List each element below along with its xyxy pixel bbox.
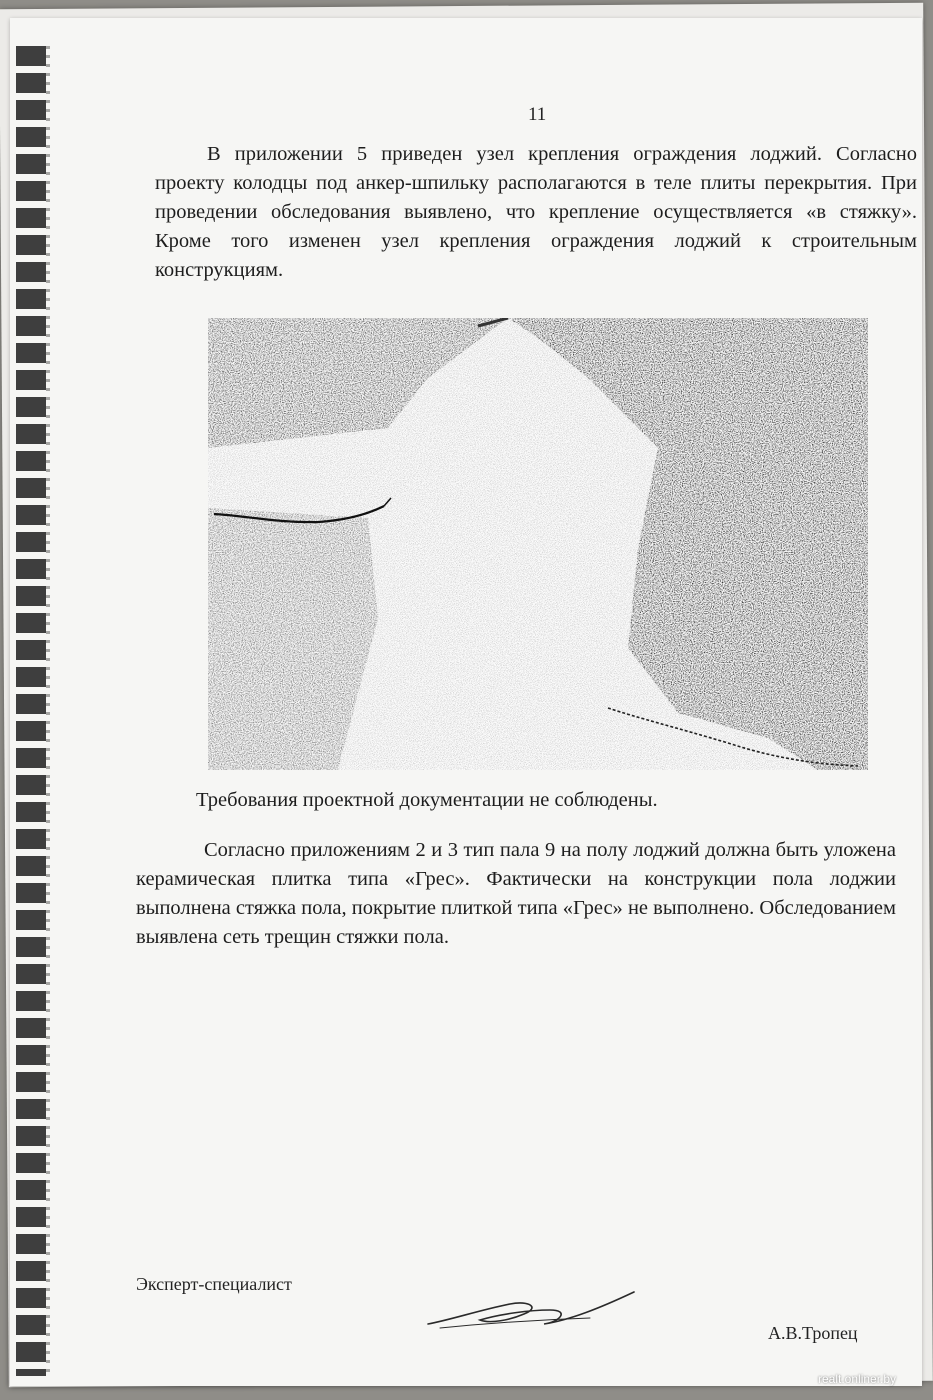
spiral-binding bbox=[16, 46, 46, 1376]
document-page bbox=[10, 18, 922, 1386]
page-number: 11 bbox=[528, 104, 547, 125]
paragraph-floor-tiles: Согласно приложениям 2 и 3 тип пала 9 на полу лоджий должна быть уложена керамическая плитка типа «Грес». Фактически на конструкции пола лоджии выполнена стяжка пола, покрытие плиткой типа «Грес» не выполнено. Обследованием выявлена сеть трещин стяжки пола. bbox=[136, 839, 896, 948]
paragraph-loggia-railing: В приложении 5 приведен узел крепления ограждения лоджий. Согласно проекту колодцы под анкер-шпильку располагаются в теле плиты перекрытия. При проведении обследования выявлено, что крепление осуществляется «в стяжку». Кроме того изменен узел крепления ограждения лоджий к строительным конструкциям. bbox=[155, 143, 917, 281]
signer-name: А.В.Тропец bbox=[768, 1323, 858, 1343]
photocopy-image-floor-crack bbox=[208, 318, 868, 770]
signature bbox=[420, 1280, 640, 1346]
binding-edge bbox=[46, 46, 50, 1376]
paragraph-requirements-not-met: Требования проектной документации не соблюдены. bbox=[196, 789, 658, 811]
watermark: realt.onliner.by bbox=[818, 1372, 897, 1386]
signer-role: Эксперт-специалист bbox=[136, 1274, 292, 1294]
